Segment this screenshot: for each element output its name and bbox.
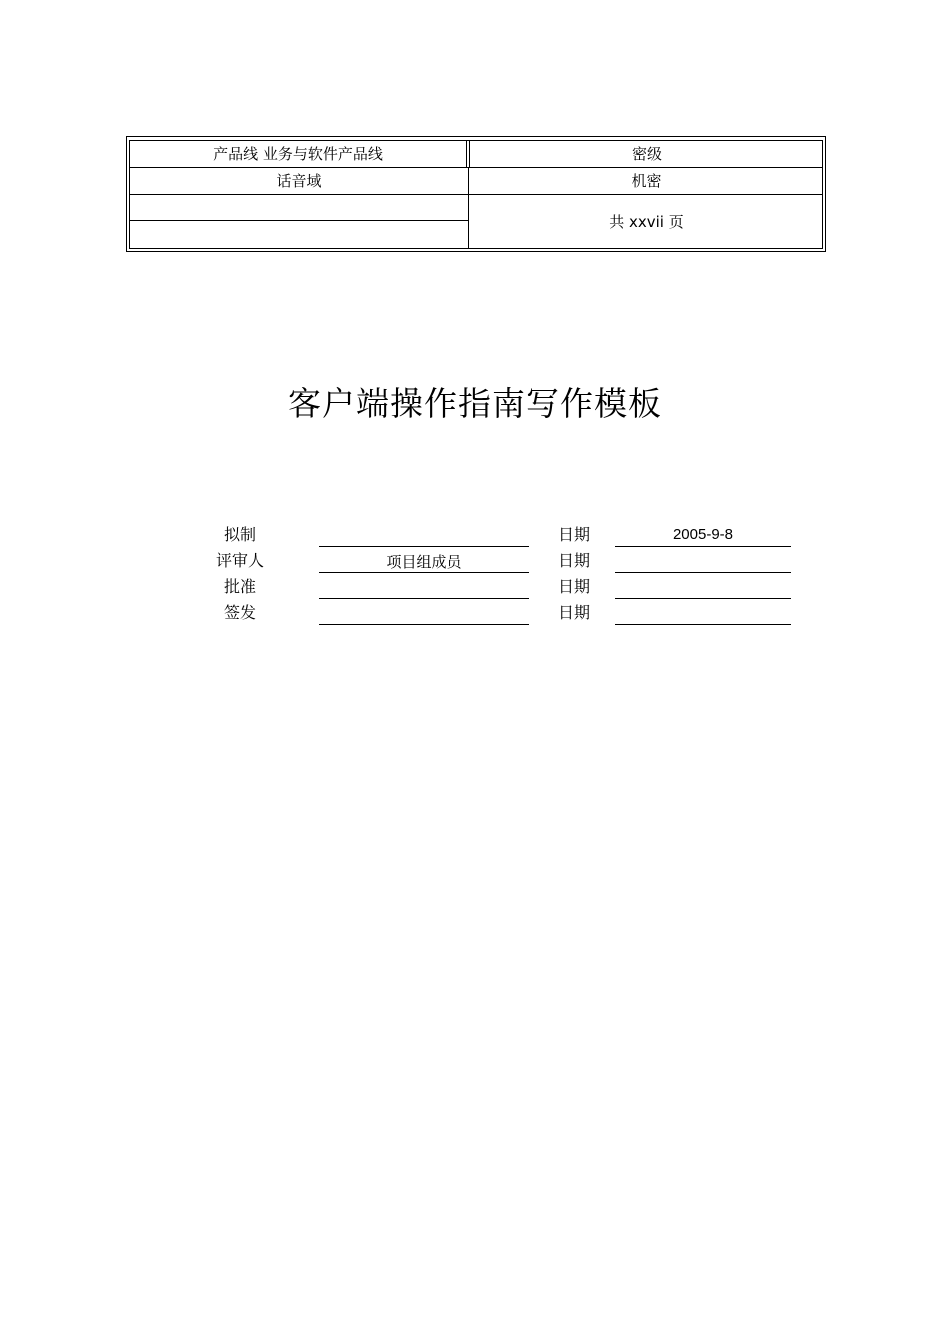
date-label: 日期 (557, 603, 590, 622)
date-field (615, 603, 791, 625)
role-label: 评审人 (215, 551, 264, 570)
secret-level-cell: 机密 (631, 171, 662, 190)
date-field (615, 577, 791, 599)
header-table (126, 136, 826, 252)
document-title: 客户端操作指南写作模板 (288, 384, 662, 423)
divider (466, 141, 467, 167)
person-field: 项目组成员 (319, 551, 529, 573)
date-label: 日期 (557, 551, 590, 570)
date-field (615, 551, 791, 573)
header-table-inner (129, 140, 823, 249)
person-field (319, 525, 529, 547)
date-label: 日期 (557, 525, 590, 544)
secret-level-label-cell: 密级 (631, 144, 662, 163)
date-label: 日期 (557, 577, 590, 596)
date-field: 2005-9-8 (615, 525, 791, 547)
total-pages-cell: 共 xxvii 页 (609, 212, 684, 231)
role-label: 拟制 (223, 525, 256, 544)
product-line-cell: 产品线 业务与软件产品线 (213, 144, 383, 163)
divider (130, 220, 468, 221)
person-field (319, 577, 529, 599)
person-field (319, 603, 529, 625)
role-label: 批准 (223, 577, 256, 596)
role-label: 签发 (223, 603, 256, 622)
domain-cell: 话音域 (276, 171, 322, 190)
